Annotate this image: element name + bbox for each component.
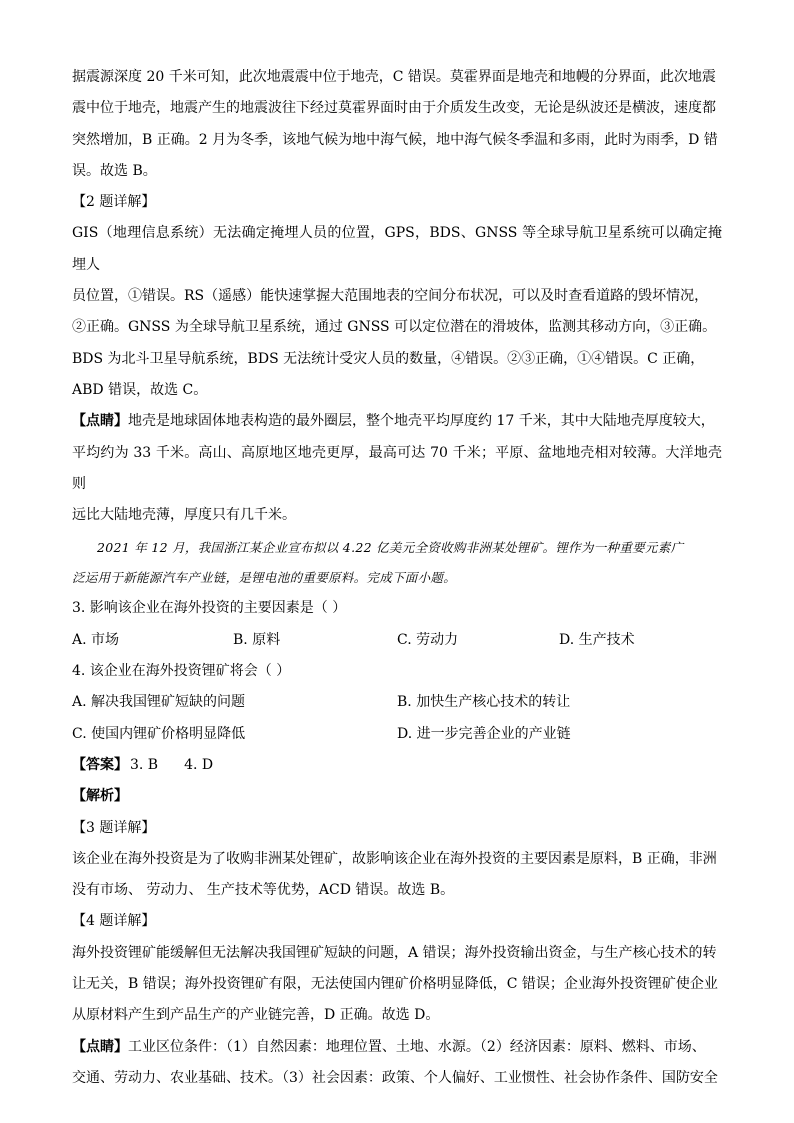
question-stem: 3. 影响该企业在海外投资的主要因素是（ ） bbox=[72, 600, 347, 617]
tip-label: 【点睛】 bbox=[72, 1038, 128, 1055]
text-line: 误。故选 B。 bbox=[72, 162, 157, 179]
option-a: A. 解决我国锂矿短缺的问题 bbox=[72, 694, 246, 711]
tip-text: 地壳是地球固体地表构造的最外圈层，整个地壳平均厚度约 17 千米，其中大陆地壳厚度较大， bbox=[128, 413, 715, 430]
option-c: C. 使国内锂矿价格明显降低 bbox=[72, 725, 246, 742]
section-heading-q2: 【2 题详解】 bbox=[72, 194, 156, 211]
tip-label: 【点睛】 bbox=[72, 413, 128, 430]
analysis-heading bbox=[72, 781, 722, 812]
text-line: 该企业在海外投资是为了收购非洲某处锂矿，故影响该企业在海外投资的主要因素是原料，B 正确，非洲 bbox=[72, 850, 717, 867]
question-stem: 4. 该企业在海外投资锂矿将会（ ） bbox=[72, 663, 291, 680]
answer-line bbox=[72, 750, 722, 781]
option-a: A. 市场 bbox=[72, 631, 120, 648]
tip-block-1 bbox=[72, 406, 722, 531]
option-d: D. 生产技术 bbox=[559, 631, 635, 648]
material-line: 泛运用于新能源汽车产业链，是锂电池的重要原料。完成下面小题。 bbox=[72, 570, 457, 586]
text-line: 让无关，B 错误；海外投资锂矿有限，无法使国内锂矿价格明显降低，C 错误；企业海外投资锂矿使企业 bbox=[72, 976, 718, 993]
text-line: 突然增加，B 正确。2 月为冬季，该地气候为地中海气候，地中海气候冬季温和多雨，此时为雨季，D 错 bbox=[72, 131, 718, 148]
section-heading-q4: 【4 题详解】 bbox=[72, 913, 156, 930]
text-line: 没有市场、 劳动力、 生产技术等优势，ACD 错误。故选 B。 bbox=[72, 882, 455, 899]
text-line: BDS 为北斗卫星导航系统，BDS 无法统计受灾人员的数量，④错误。②③正确，①④错误。C 正确， bbox=[72, 350, 705, 367]
option-b: B. 加快生产核心技术的转让 bbox=[397, 694, 571, 711]
text-line: 远比大陆地壳薄，厚度只有几千米。 bbox=[72, 507, 296, 524]
section-heading-q3: 【3 题详解】 bbox=[72, 819, 156, 836]
text-line bbox=[72, 406, 722, 437]
text-line: 员位置，①错误。RS（遥感）能快速掌握大范围地表的空间分布状况，可以及时查看道路的毁坏情况， bbox=[72, 288, 709, 305]
text-line: ②正确。GNSS 为全球导航卫星系统，通过 GNSS 可以定位潜在的滑坡体，监测其移动方向，③正确。 bbox=[72, 319, 717, 336]
text-line: 海外投资锂矿能缓解但无法解决我国锂矿短缺的问题，A 错误；海外投资输出资金，与生产核心技术的转 bbox=[72, 944, 717, 961]
option-row bbox=[72, 687, 722, 718]
text-line: ABD 错误，故选 C。 bbox=[72, 381, 208, 398]
analysis-label: 【解析】 bbox=[72, 788, 128, 805]
material-passage bbox=[72, 533, 722, 593]
option-row bbox=[72, 625, 722, 656]
answer-label: 【答案】 bbox=[72, 756, 128, 773]
text-line: 据震源深度 20 千米可知，此次地震震中位于地壳，C 错误。莫霍界面是地壳和地幔的分界面，此次地震 bbox=[72, 69, 716, 85]
text-line: 震中位于地壳，地震产生的地震波往下经过莫霍界面时由于介质发生改变，无论是纵波还是横波，速度都 bbox=[72, 100, 716, 117]
explanation-paragraph-q2 bbox=[72, 218, 722, 406]
question-4 bbox=[72, 656, 722, 750]
text-line: 平均约为 33 千米。高山、高原地区地壳更厚，最高可达 70 千米；平原、盆地地壳相对较薄。大洋地壳则 bbox=[72, 444, 722, 492]
tip-text: 工业区位条件：（1）自然因素：地理位置、土地、水源。（2）经济因素：原料、燃料、市场、 bbox=[128, 1038, 706, 1055]
explanation-paragraph-q1 bbox=[72, 62, 722, 187]
answer-3: 3. B bbox=[130, 756, 159, 773]
answer-4: 4. D bbox=[184, 756, 214, 773]
text-line: GIS（地理信息系统）无法确定掩埋人员的位置，GPS，BDS、GNSS 等全球导航卫星系统可以确定掩埋人 bbox=[72, 225, 722, 273]
explanation-paragraph-q3 bbox=[72, 844, 722, 907]
text-line bbox=[72, 1032, 722, 1063]
option-b: B. 原料 bbox=[233, 631, 281, 648]
option-d: D. 进一步完善企业的产业链 bbox=[397, 725, 571, 742]
explanation-paragraph-q4 bbox=[72, 938, 722, 1032]
text-line: 交通、劳动力、农业基础、技术。（3）社会因素：政策、个人偏好、工业惯性、社会协作条件、国防安全 bbox=[72, 1069, 718, 1086]
option-c: C. 劳动力 bbox=[397, 631, 459, 648]
option-row bbox=[72, 719, 722, 750]
text-line: 从原材料产生到产品生产的产业链完善，D 正确。故选 D。 bbox=[72, 1007, 440, 1024]
document-content bbox=[72, 62, 722, 1094]
question-3 bbox=[72, 593, 722, 656]
tip-block-2 bbox=[72, 1032, 722, 1095]
material-line: 2021 年 12 月，我国浙江某企业宣布拟以 4.22 亿美元全资收购非洲某处锂矿。锂作为一种重要元素广 bbox=[97, 540, 684, 556]
